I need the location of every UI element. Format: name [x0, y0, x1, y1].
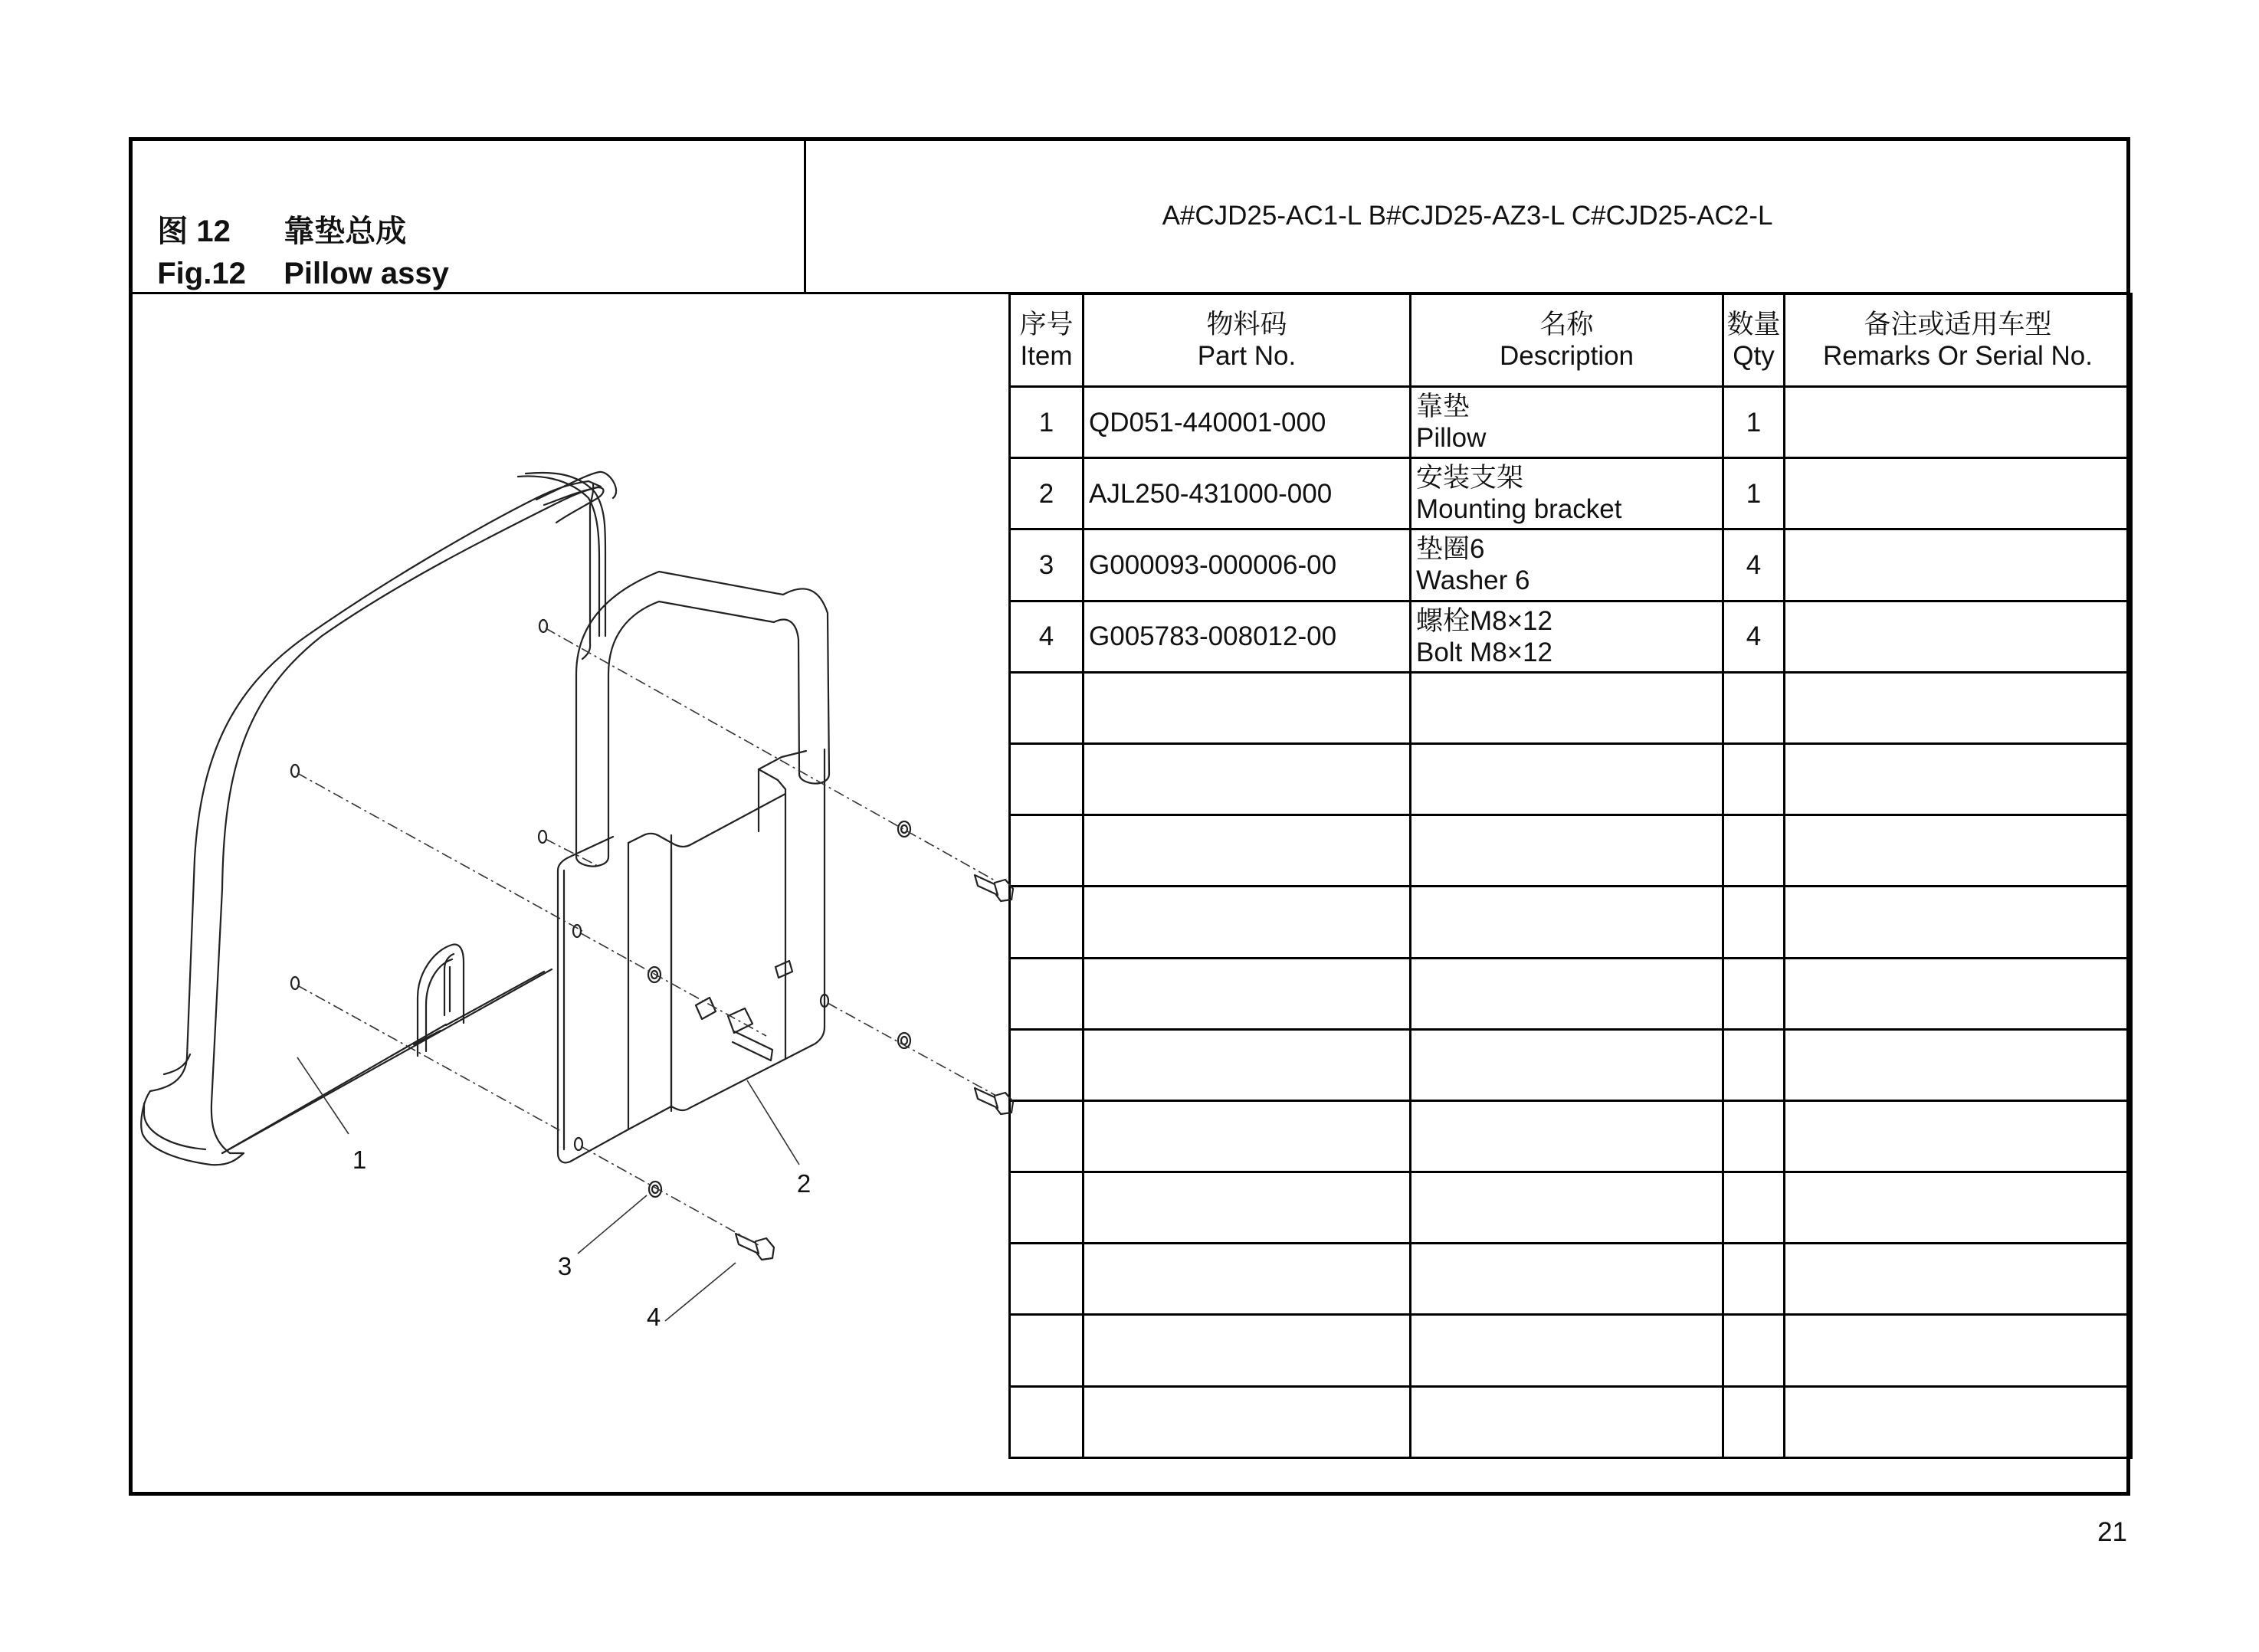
leader-line-4: [665, 1263, 736, 1321]
applicable-models: A#CJD25-AC1-L B#CJD25-AZ3-L C#CJD25-AC2-L: [1162, 201, 1773, 231]
callout-4: 4: [646, 1303, 661, 1331]
description-cell: 垫圈6 Washer 6: [1411, 529, 1723, 601]
part-no-cell: QD051-440001-000: [1084, 387, 1411, 458]
figure-title-en-text: Pillow assy: [284, 257, 449, 290]
description-cell: 安装支架 Mounting bracket: [1411, 458, 1723, 529]
mounting-bracket-drawing: [558, 572, 829, 1162]
leader-line-3: [578, 1195, 647, 1254]
fasteners-drawing: [648, 821, 1013, 1260]
figure-label-en: Fig.12: [157, 257, 246, 290]
qty-cell: 1: [1723, 387, 1785, 458]
description-cell: 靠垫 Pillow: [1411, 387, 1723, 458]
part-no-cell: AJL250-431000-000: [1084, 458, 1411, 529]
callout-2: 2: [796, 1169, 811, 1198]
qty-cell: 1: [1723, 458, 1785, 529]
description-cell: 螺栓M8×12 Bolt M8×12: [1411, 601, 1723, 672]
page-number: 21: [2097, 1517, 2127, 1547]
column-header-description: 名称 Description: [1411, 294, 1723, 387]
callout-3: 3: [557, 1252, 572, 1280]
part-no-cell: G005783-008012-00: [1084, 601, 1411, 672]
column-header-qty: 数量 Qty: [1723, 294, 1785, 387]
qty-cell: 4: [1723, 601, 1785, 672]
item-cell: 1: [1010, 387, 1084, 458]
column-header-part-no: 物料码 Part No.: [1084, 294, 1411, 387]
column-header-remarks: 备注或适用车型 Remarks Or Serial No.: [1785, 294, 2132, 387]
qty-cell: 4: [1723, 529, 1785, 601]
item-cell: 2: [1010, 458, 1084, 529]
leader-line-1: [297, 1057, 349, 1134]
column-header-item: 序号 Item: [1010, 294, 1084, 387]
figure-title-cn-text: 靠垫总成: [284, 215, 407, 248]
item-cell: 3: [1010, 529, 1084, 601]
figure-label-cn: 图 12: [157, 215, 231, 248]
item-cell: 4: [1010, 601, 1084, 672]
leader-line-2: [747, 1080, 799, 1165]
part-no-cell: G000093-000006-00: [1084, 529, 1411, 601]
callout-1: 1: [352, 1146, 367, 1174]
